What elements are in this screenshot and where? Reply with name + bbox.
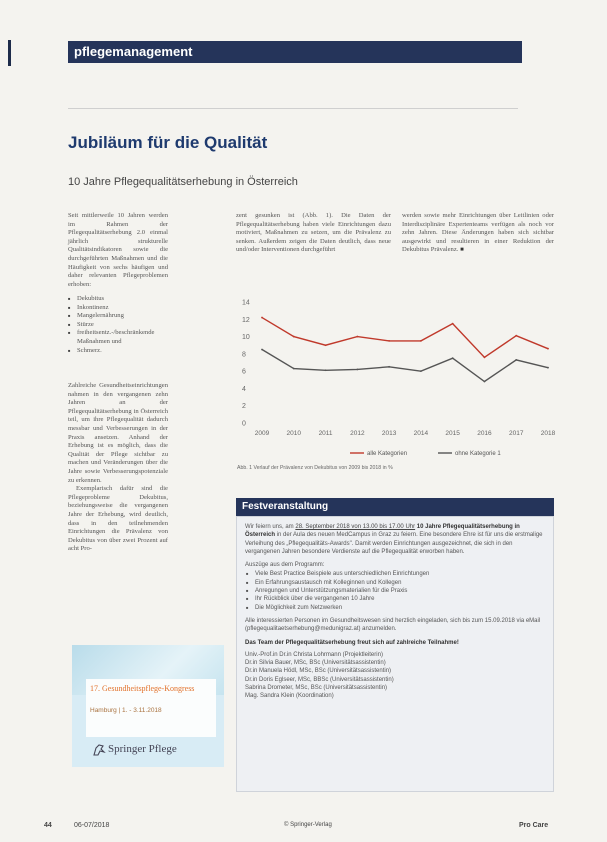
x-tick-label: 2014 — [413, 430, 429, 437]
y-tick-label: 6 — [242, 368, 246, 376]
column-1-body — [68, 382, 168, 554]
program-list — [245, 570, 545, 611]
data-point — [261, 317, 263, 319]
data-point — [356, 336, 358, 338]
prevalence-chart — [230, 290, 555, 485]
x-tick-label: 2017 — [508, 430, 524, 437]
intro-paragraph: Seit mittlerweile 10 Jahren werden im Rahmen der Pflegequalitätserhebung 2.0 einmal jährlich strukturelle Qualitätsindikatoren sowie die durchgeführten Maßnahmen und die Häufigkeit von sechs häufigen und daher relevanten Pflegeproblemen erhoben: — [68, 212, 168, 288]
data-point — [452, 323, 454, 325]
y-tick-label: 8 — [242, 351, 246, 359]
data-point — [484, 356, 486, 358]
team-member: Dr.in Manuela Hödl, MSc, BSc (Universitätsassistentin) — [245, 668, 392, 675]
column-1-intro — [68, 212, 168, 289]
data-point — [420, 340, 422, 342]
x-tick-label: 2011 — [318, 430, 333, 437]
team-member: Dr.in Silvia Bauer, MSc, BSc (Universitätsassistentin) — [245, 660, 386, 667]
team-member: Mag. Sandra Klein (Koordination) — [245, 693, 334, 700]
body-paragraph: Exemplarisch dafür sind die Pflegeprobleme Dekubitus, beziehungsweise die vergangenen Jahre der Erhebung, wird deutlich, dass in den teilnehmenden Einrichtungen die Prävalenz von Dekubitus von über zwei Prozent auf acht Pro- — [68, 485, 168, 553]
congress-promo[interactable] — [72, 645, 224, 767]
x-tick-label: 2009 — [254, 430, 270, 437]
team-header: Das Team der Pflegequalitätserhebung freut sich auf zahlreiche Teilnahme! — [245, 639, 459, 646]
list-item: ■ Inkontinenz — [68, 304, 168, 313]
page-edge-marker — [8, 40, 11, 66]
data-point — [515, 335, 517, 337]
y-tick-label: 2 — [242, 403, 246, 411]
event-box — [236, 516, 554, 792]
list-item: ■ Die Möglichkeit zum Netzwerken — [255, 604, 545, 612]
data-point — [293, 336, 295, 338]
program-title: Auszüge aus dem Programm: — [245, 562, 325, 569]
column-2-text — [236, 212, 391, 255]
problem-list — [68, 295, 168, 355]
data-point — [293, 368, 295, 370]
body-paragraph: zent gesunken ist (Abb. 1). Die Daten der Pflegequalitätserhebung haben viele Einrichtungen dazu motiviert, Maßnahmen zu setzen, um die Prävalenz zu senken. Außerdem zeigen die Daten deutlich, dass neue und/oder Interventionen durchgeführt — [236, 212, 391, 254]
team-member: Univ.-Prof.in Dr.in Christa Lohrmann (Projektleiterin) — [245, 651, 383, 658]
event-date: 28. September 2018 von 13.00 bis 17.00 Uhr — [295, 524, 416, 530]
journal-label: Pro Care — [519, 822, 549, 829]
y-tick-label: 12 — [242, 316, 250, 324]
series-line-2 — [262, 350, 548, 382]
event-box-header: Festveranstaltung — [236, 498, 554, 516]
section-header: pflegemanagement — [68, 41, 522, 63]
list-item: ■ Viele Best Practice Beispiele aus unterschiedlichen Einrichtungen — [255, 570, 545, 578]
x-tick-label: 2016 — [477, 430, 492, 437]
data-point — [325, 369, 327, 371]
list-item: ■ Mangelernährung — [68, 312, 168, 321]
page-number: 44 — [44, 822, 52, 829]
x-tick-label: 2015 — [445, 430, 460, 437]
event-name: 10 Jahre Pflegequalitätserhebung in Österreich — [245, 524, 520, 539]
chart-canvas — [230, 290, 555, 485]
issue-label: 06-07/2018 — [74, 822, 110, 829]
intro-text: Wir feiern uns, am — [245, 524, 294, 530]
data-point — [356, 369, 358, 371]
data-point — [325, 344, 327, 346]
column-3-text — [402, 212, 554, 255]
legend-label: alle Kategorien — [367, 451, 408, 457]
springer-logo: Springer Pflege — [108, 743, 177, 755]
list-item: ■ Ihr Rückblick über die vergangenen 10 Jahre — [255, 595, 545, 603]
event-intro — [245, 523, 545, 556]
y-tick-label: 10 — [242, 334, 250, 342]
data-point — [420, 370, 422, 372]
body-text: werden sowie mehr Einrichtungen über Leitlinien oder Interdisziplinäre Expertenteams verfügen als noch vor zehn Jahren. Diese Änderungen haben sich sichtbar ausgewirkt und resultieren in einer Reduktion der Dekubitus Prävalenz. — [402, 212, 554, 254]
event-invite: Alle interessierten Personen im Gesundheitswesen sind herzlich eingeladen, sich bis zum 15.09.2018 via eMail (pflegequalitaetserhebung@medunigraz.at) anzumelden. — [245, 617, 541, 633]
promo-date: Hamburg | 1. - 3.11.2018 — [90, 707, 162, 714]
list-item: ■ Ein Erfahrungsaustausch mit Kolleginnen und Kollegen — [255, 579, 545, 587]
y-tick-label: 0 — [242, 420, 246, 428]
data-point — [547, 348, 549, 350]
article-subtitle: 10 Jahre Pflegequalitätserhebung in Österreich — [68, 176, 298, 188]
x-tick-label: 2013 — [381, 430, 397, 437]
team-member: Dr.in Doris Eglseer, MSc, BBSc (Universitätsassistentin) — [245, 676, 394, 683]
divider-rule — [68, 108, 518, 109]
list-item: ■ Dekubitus — [68, 295, 168, 304]
y-tick-label: 4 — [242, 385, 246, 393]
y-tick-label: 14 — [242, 299, 250, 307]
x-tick-label: 2012 — [350, 430, 365, 437]
data-point — [547, 367, 549, 369]
legend-label: ohne Kategorie 1 — [455, 451, 501, 457]
data-point — [388, 366, 390, 368]
body-paragraph: Zahlreiche Gesundheitseinrichtungen nahmen in den vergangenen zehn Jahren an der Pflegequalitätserhebung in Österreich teil, um ihre Pflegequalität dadurch messbar und Verbesserungen in der Praxis ansetzen. Anhand der Erhebung ist es möglich, dass die Qualität der Pflege sichtbar zu machen und Veränderungen über die Jahre sowie Verbesserungspotenziale zu erkennen. — [68, 382, 168, 484]
team-member: Sabrina Drometer, MSc, BSc (Universitätsassistentin) — [245, 685, 388, 692]
x-tick-label: 2018 — [540, 430, 555, 437]
article-title: Jubiläum für die Qualität — [68, 133, 268, 152]
data-point — [484, 381, 486, 383]
data-point — [388, 340, 390, 342]
list-item: ■ Stürze — [68, 321, 168, 330]
x-tick-label: 2010 — [286, 430, 302, 437]
series-line-1 — [262, 318, 548, 358]
promo-title: 17. Gesundheitspflege-Kongress — [90, 684, 195, 693]
list-item: ■ Schmerz. — [68, 347, 168, 356]
list-item: ■ freiheitsentz.-/beschränkende Maßnahmen und — [68, 329, 168, 346]
publisher-label: © Springer-Verlag — [284, 822, 332, 828]
list-item: ■ Anregungen und Unterstützungsmaterialien für die Praxis — [255, 587, 545, 595]
intro-text: in der Aula des neuen MedCampus in Graz zu feiern. Eine besondere Ehre ist für uns die erstmalige Verleihung des „Pflegequalitäts-Awards". Damit werden Einrichtungen ausgezeichnet, die sich in den vergangenen Jahren besondere Verdienste auf die Pflegequalität erworben haben. — [245, 532, 543, 555]
data-point — [452, 357, 454, 359]
body-paragraph: werden sowie mehr Einrichtungen über Leitlinien oder Interdisziplinäre Expertenteams verfügen als noch vor zehn Jahren. Diese Änderungen haben sich sichtbar ausgewirkt und resultieren in einer Reduktion der Dekubitus Prävalenz. ■ — [402, 212, 554, 254]
springer-horse-icon — [92, 743, 106, 757]
data-point — [515, 359, 517, 361]
chart-caption: Abb. 1 Verlauf der Prävalenz von Dekubitus von 2009 bis 2018 in % — [237, 465, 393, 471]
data-point — [261, 349, 263, 351]
